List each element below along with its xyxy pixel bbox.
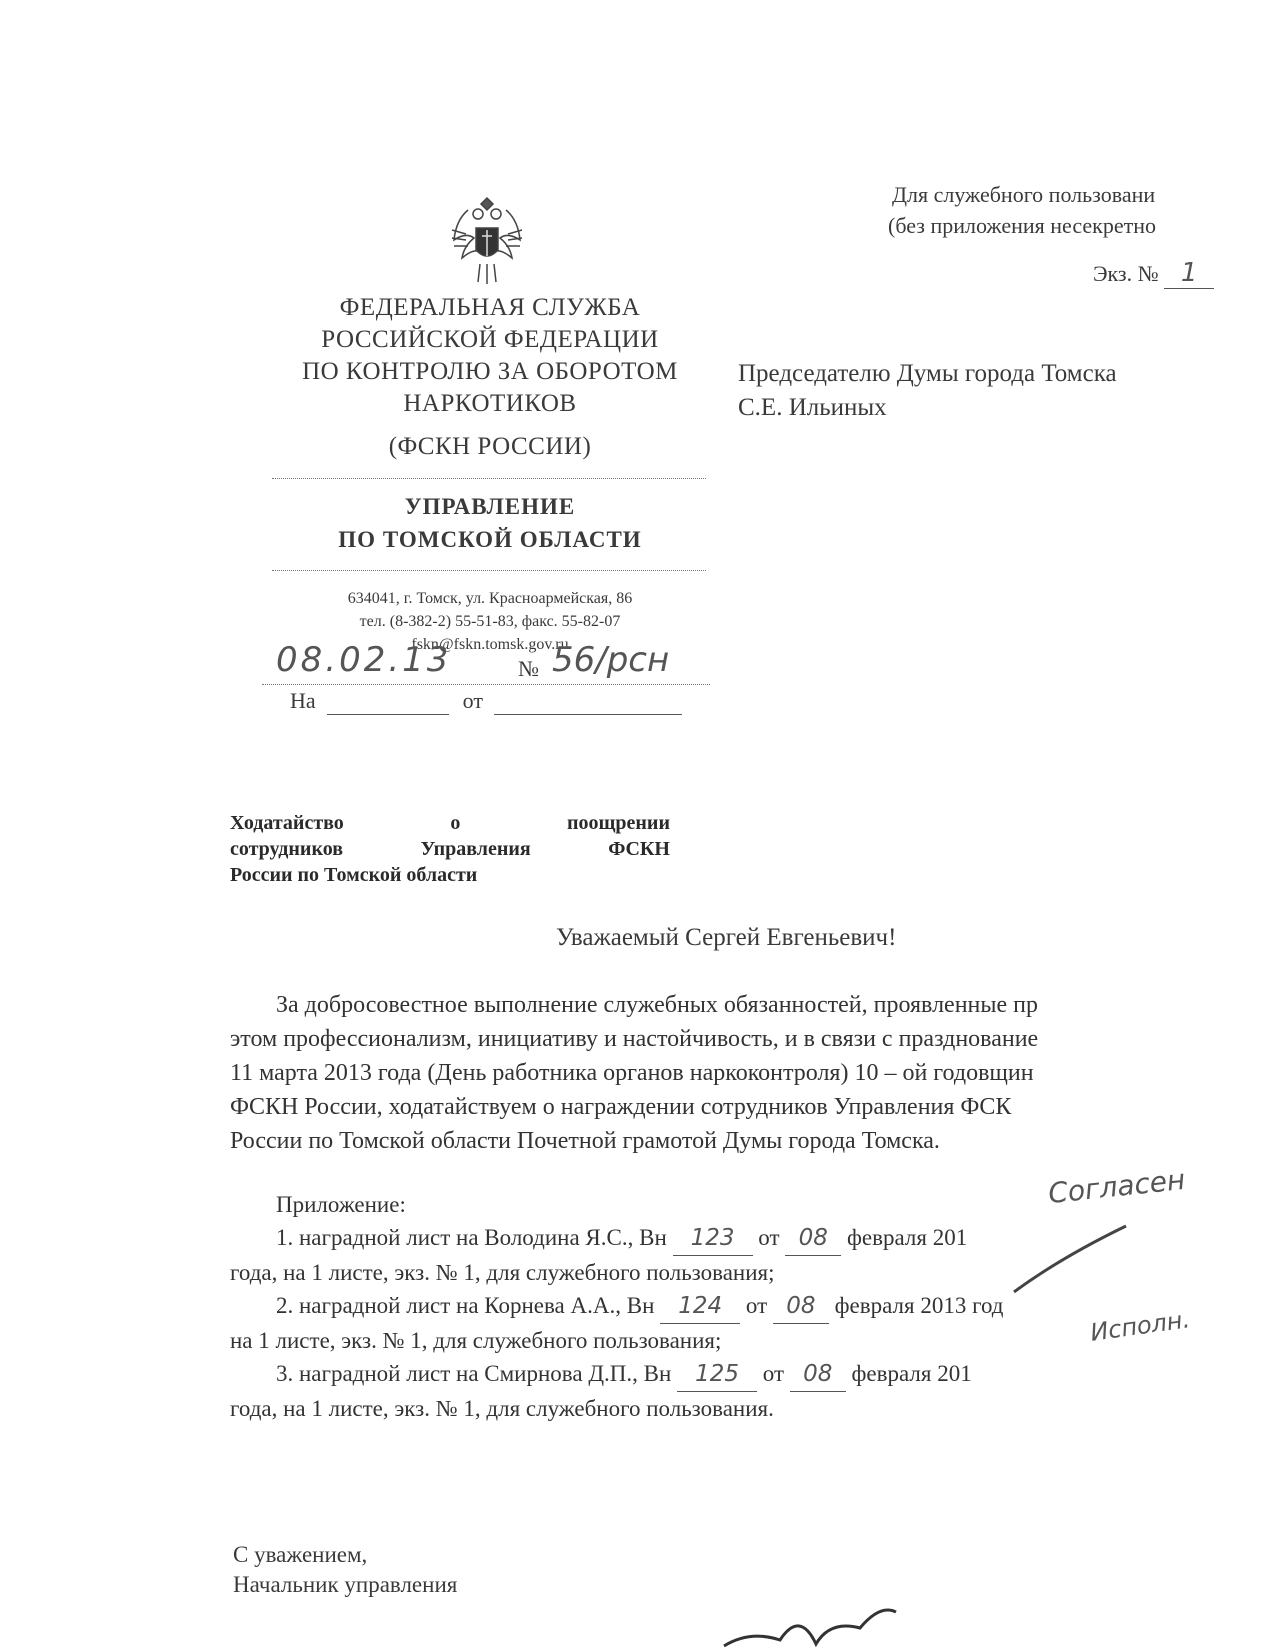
signer-title: Начальник управления (233, 1572, 458, 1597)
body-line: 11 марта 2013 года (День работника органов наркоконтроля) 10 – ой годовщин (230, 1060, 1034, 1086)
subject (230, 810, 670, 888)
agency-name-line-1: ФЕДЕРАЛЬНАЯ СЛУЖБА (339, 294, 641, 321)
agency-name-line-3: ПО КОНТРОЛЮ ЗА ОБОРОТОМ (302, 358, 678, 385)
address-line: 634041, г. Томск, ул. Красноармейская, 86 (347, 590, 633, 607)
body-text (230, 988, 1275, 1158)
body-line: За добросовестное выполнение служебных обязанностей, проявленные пр (276, 992, 1039, 1018)
subject-word: Управления (420, 838, 531, 860)
reply-from-blank (494, 688, 682, 715)
approval-annotation: Согласен (1046, 1162, 1187, 1211)
subject-line-1 (230, 810, 670, 836)
attachment-from: от (745, 1293, 768, 1318)
divider (272, 478, 706, 479)
classification-line-2: (без приложения несекретно (888, 213, 1156, 238)
agency-name (270, 292, 710, 420)
subject-line-3: России по Томской области (230, 864, 478, 886)
outgoing-number: 56/рсн (552, 640, 670, 680)
subject-word: Ходатайство (230, 812, 344, 834)
attachment-continuation: на 1 листе, экз. № 1, для служебного пользования; (230, 1328, 722, 1353)
attachment-month-year: февраля 2013 год (834, 1293, 1004, 1318)
subject-word: ФСКН (608, 838, 670, 860)
attachments (230, 1188, 1275, 1425)
attachment-vn: 123 (673, 1222, 753, 1256)
attachment-month-year: февраля 201 (851, 1361, 972, 1386)
attachment-day: 08 (790, 1358, 846, 1392)
executor-annotation: Исполн. (1088, 1305, 1192, 1347)
attachment-text: 3. наградной лист на Смирнова Д.П., Вн (276, 1361, 672, 1386)
agency-abbreviation: (ФСКН РОССИИ) (388, 433, 592, 460)
closing-phrase: С уважением, (233, 1542, 368, 1567)
attachment-continuation: года, на 1 листе, экз. № 1, для служебного пользования; (230, 1260, 775, 1285)
attachment-item (230, 1357, 1275, 1392)
reply-from-label: от (462, 688, 483, 713)
signature-scribble (720, 1600, 900, 1650)
signature-block (233, 1540, 457, 1600)
body-line: ФСКН России, ходатайствуем о награждении сотрудников Управления ФСК (230, 1094, 1012, 1120)
attachment-from: от (762, 1361, 785, 1386)
department-name (270, 490, 710, 556)
agency-name-line-4: НАРКОТИКОВ (403, 390, 577, 417)
divider (272, 570, 706, 571)
department-name-line-1: УПРАВЛЕНИЕ (404, 494, 576, 519)
attachment-text: 2. наградной лист на Корнева А.А., Вн (276, 1293, 655, 1318)
attachment-vn: 125 (677, 1358, 757, 1392)
attachments-title: Приложение: (276, 1192, 406, 1217)
date-number-underline (262, 684, 710, 685)
subject-line-2 (230, 836, 670, 862)
attachment-from: от (758, 1225, 780, 1250)
outgoing-number-label: № (518, 656, 539, 681)
classification-line-1: Для служебного пользовани (892, 182, 1156, 207)
outgoing-date: 08.02.13 (276, 640, 452, 680)
recipient-line-1: Председателю Думы города Томска (738, 360, 1117, 387)
department-name-line-2: ПО ТОМСКОЙ ОБЛАСТИ (338, 527, 642, 552)
attachment-vn: 124 (660, 1290, 740, 1324)
agency-name-line-2: РОССИЙСКОЙ ФЕДЕРАЦИИ (321, 326, 659, 353)
body-line: России по Томской области Почетной грамотой Думы города Томска. (230, 1128, 940, 1154)
recipient-line-2: С.Е. Ильиных (738, 394, 887, 421)
email-line: fskn@fskn.tomsk.gov.ru (411, 636, 569, 653)
subject-word: поощрении (567, 812, 670, 834)
copy-number-label: Экз. № (1093, 261, 1159, 286)
copy-number (1093, 258, 1214, 289)
subject-word: о (450, 812, 461, 834)
reply-to-line (290, 688, 682, 715)
reply-on-blank (327, 688, 449, 715)
salutation: Уважаемый Сергей Евгеньевич! (556, 924, 897, 951)
double-headed-eagle-emblem-icon (448, 190, 526, 290)
attachment-text: 1. наградной лист на Володина Я.С., Вн (276, 1225, 667, 1250)
reply-on-label: На (290, 688, 316, 713)
attachment-item (230, 1221, 1275, 1256)
attachment-month-year: февраля 201 (847, 1225, 968, 1250)
copy-number-value: 1 (1164, 258, 1214, 289)
phone-line: тел. (8-382-2) 55-51-83, факс. 55-82-07 (359, 613, 621, 630)
attachment-day: 08 (785, 1222, 841, 1256)
attachment-continuation: года, на 1 листе, экз. № 1, для служебного пользования. (230, 1396, 774, 1421)
subject-word: сотрудников (230, 838, 344, 860)
body-line: этом профессионализм, инициативу и настойчивость, и в связи с празднование (230, 1026, 1039, 1052)
attachment-day: 08 (773, 1290, 829, 1324)
